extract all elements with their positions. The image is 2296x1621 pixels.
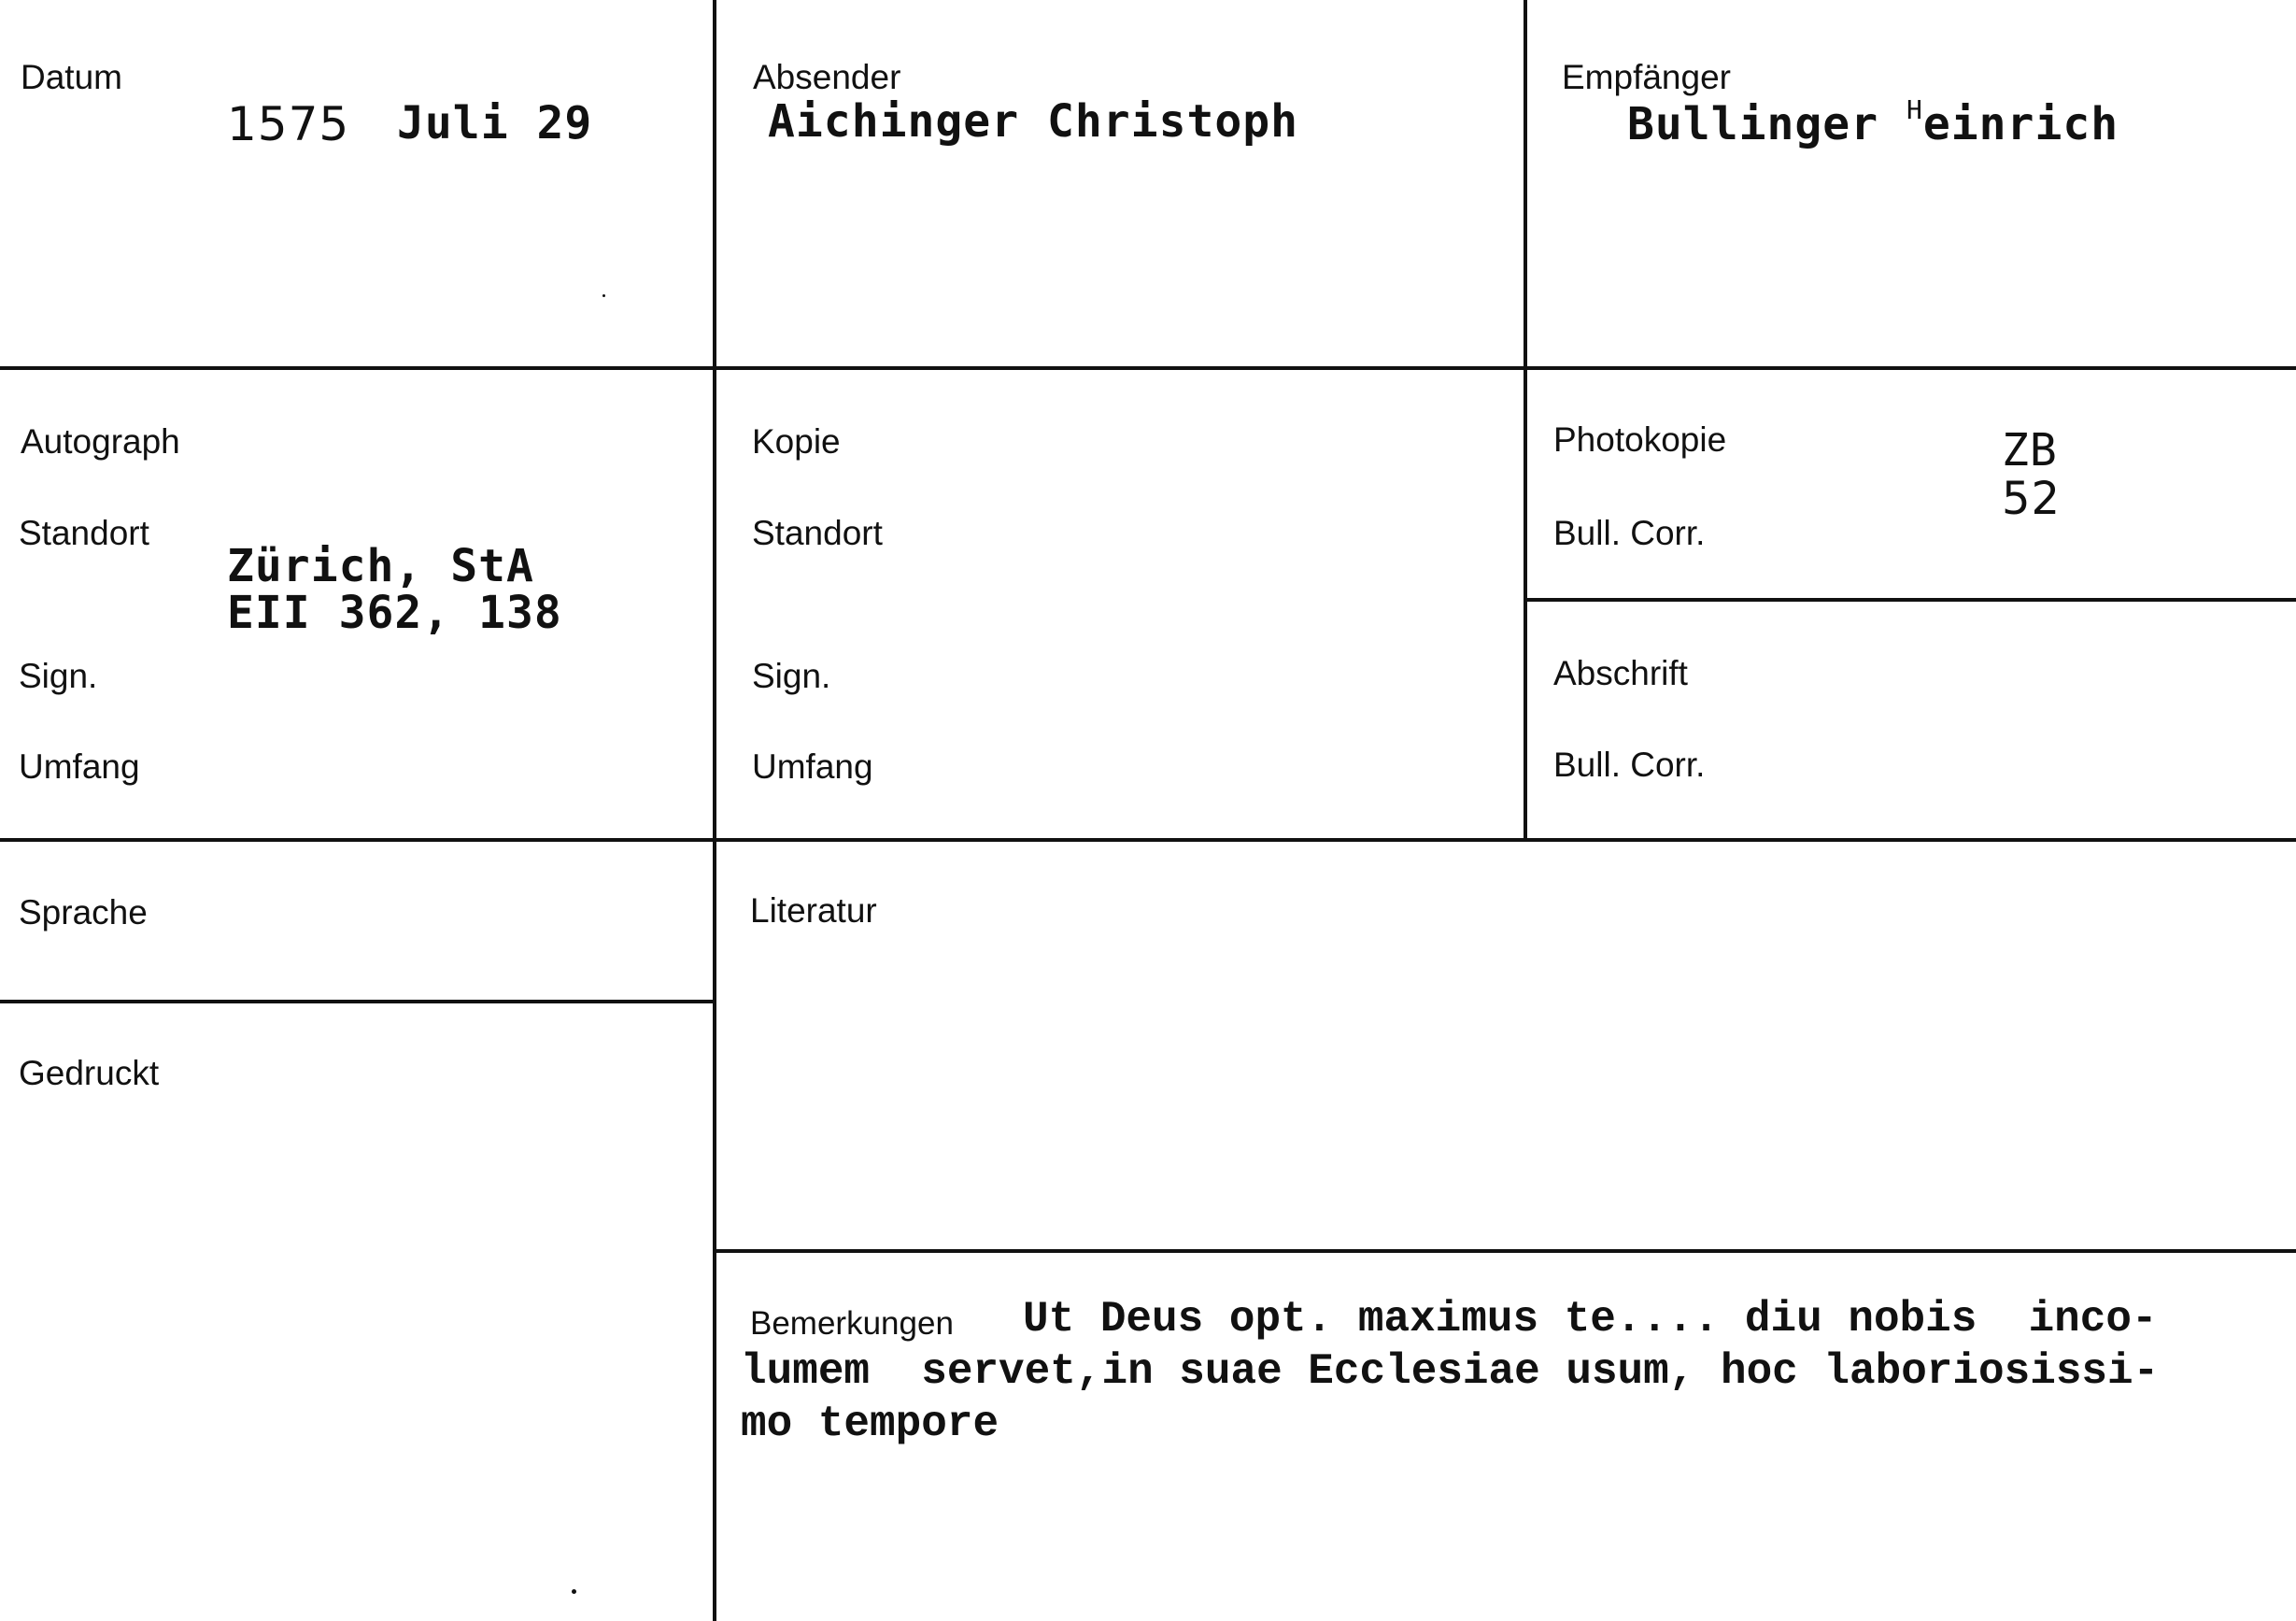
divider-photokopie (1524, 598, 2296, 602)
bemerkungen-label: Bemerkungen (750, 1305, 954, 1342)
photokopie-line2: 52 (2002, 473, 2062, 525)
speck (602, 294, 605, 297)
datum-label: Datum (21, 58, 122, 96)
divider-row-2 (0, 838, 2296, 842)
datum-year: 1575 (227, 97, 350, 151)
literatur-label: Literatur (750, 891, 877, 930)
datum-month-day: Juli 29 (397, 97, 593, 149)
divider-sprache (0, 1000, 715, 1003)
standort-label: Standort (19, 514, 149, 552)
divider-literatur (713, 1249, 2296, 1253)
abschrift-label: Abschrift (1553, 654, 1688, 692)
photokopie-label: Photokopie (1553, 420, 1727, 459)
sprache-label: Sprache (19, 893, 148, 931)
standort-label-2: Standort (752, 514, 883, 552)
standort-line1: Zürich, StA (227, 540, 534, 592)
sign-label-2: Sign. (752, 657, 831, 695)
autograph-label: Autograph (21, 422, 180, 461)
empfaenger-value (1627, 94, 2119, 150)
absender-label: Absender (753, 58, 901, 96)
empfaenger-last: Bullinger (1627, 98, 1879, 150)
speck (572, 1589, 576, 1594)
abschrift-bull-corr-label: Bull. Corr. (1553, 746, 1706, 784)
empfaenger-rest: einrich (1922, 98, 2119, 150)
bemerkungen-line3: mo tempore (741, 1400, 999, 1448)
empfaenger-initial: H (1906, 94, 1923, 125)
bemerkungen-line1: Ut Deus opt. maximus te.... diu nobis inco- (1023, 1295, 2158, 1344)
standort-line2: EII 362, 138 (227, 587, 562, 639)
divider-col-1 (713, 0, 716, 1621)
empfaenger-label: Empfänger (1562, 58, 1731, 96)
absender-value: Aichinger Christoph (768, 95, 1299, 148)
bemerkungen-line2: lumem servet,in suae Ecclesiae usum, hoc laboriosissi- (741, 1347, 2160, 1396)
umfang-label-1: Umfang (19, 747, 140, 786)
divider-col-2 (1524, 0, 1527, 841)
gedruckt-label: Gedruckt (19, 1054, 160, 1092)
sign-label-1: Sign. (19, 657, 98, 695)
kopie-label: Kopie (752, 422, 841, 461)
divider-row-1 (0, 366, 2296, 370)
photokopie-bull-corr-label: Bull. Corr. (1553, 514, 1706, 552)
photokopie-line1: ZB (2002, 424, 2058, 476)
umfang-label-2: Umfang (752, 747, 873, 786)
